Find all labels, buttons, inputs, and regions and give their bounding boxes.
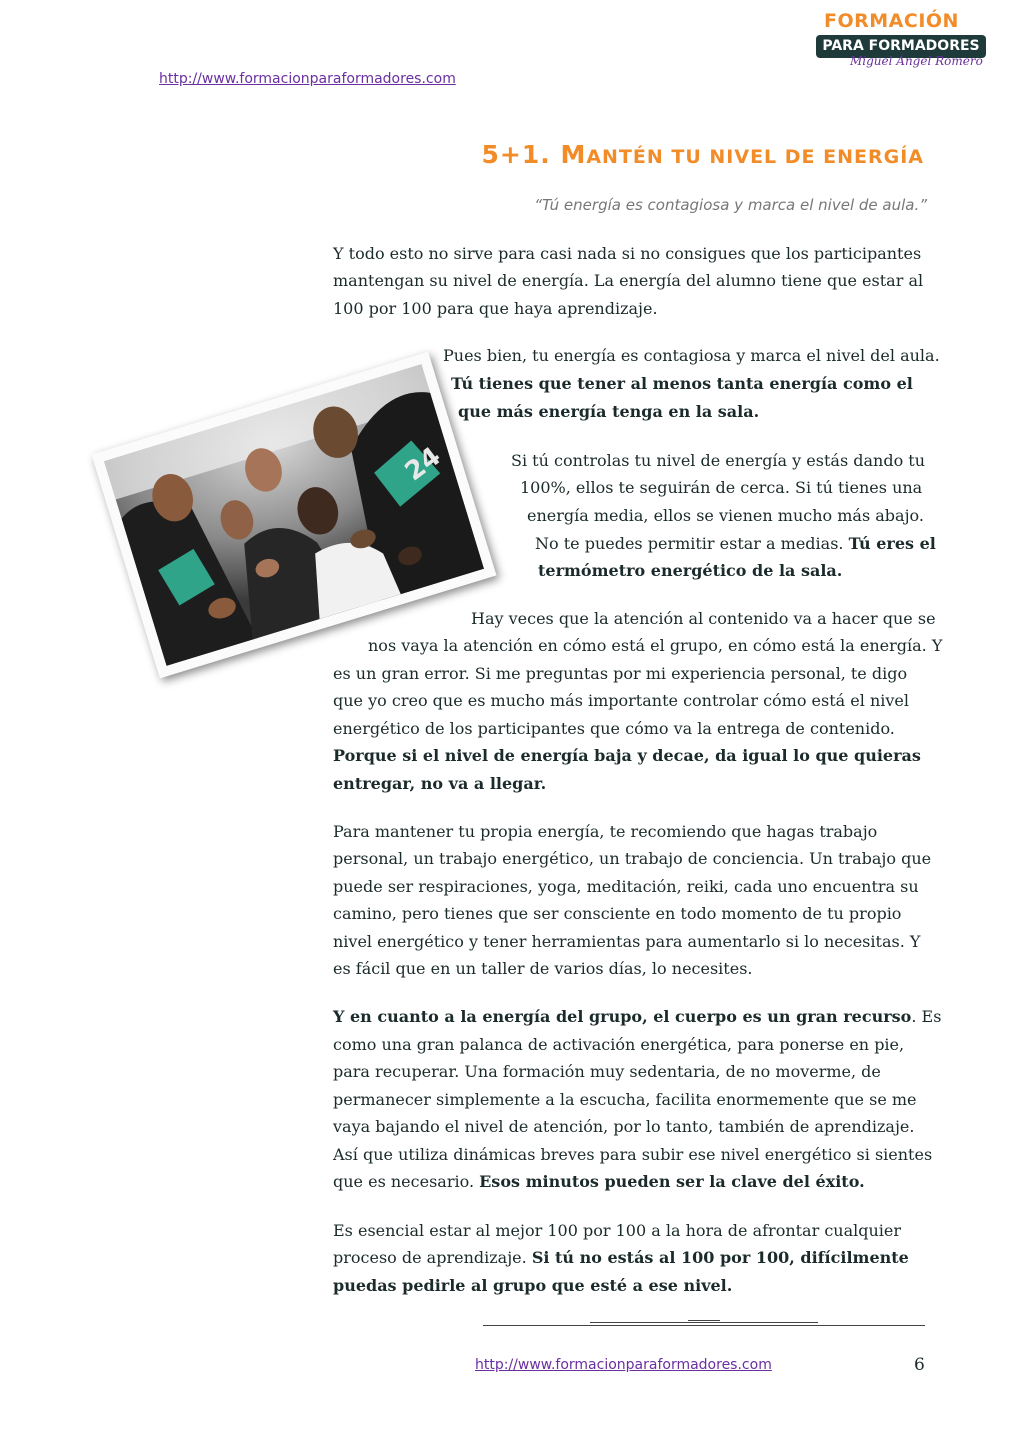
p4-line: energético de los participantes que cómo va la entrega de contenido. [333, 719, 895, 738]
p3-bold: Tú eres el [848, 534, 936, 553]
p6-bold: Esos minutos pueden ser la clave del éxito. [479, 1172, 865, 1191]
epigraph-quote: “Tú energía es contagiosa y marca el nivel de aula.” [534, 196, 927, 214]
page-number: 6 [914, 1355, 925, 1375]
p7-bold: puedas pedirle al grupo que esté a ese nivel. [333, 1276, 733, 1295]
p3-line: 100%, ellos te seguirán de cerca. Si tú tienes una [520, 478, 923, 497]
jersey-number: 24 [399, 441, 447, 488]
header-url-link[interactable]: http://www.formacionparaformadores.com [159, 71, 456, 87]
p5-line: Para mantener tu propia energía, te recomiendo que hagas trabajo [333, 822, 878, 841]
p6-line: Así que utiliza dinámicas breves para subir ese nivel energético si sientes [333, 1145, 933, 1164]
p4-line: Hay veces que la atención al contenido va a hacer que se [471, 609, 936, 628]
p3-line: No te puedes permitir estar a medias. [535, 534, 849, 553]
p3-line: energía media, ellos se vienen mucho más abajo. [527, 506, 924, 525]
p4-line: nos vaya la atención en cómo está el grupo, en cómo está la energía. Y [368, 636, 943, 655]
p2-line: Pues bien, tu energía es contagiosa y marca el nivel del aula. [443, 346, 940, 365]
p5-line: nivel energético y tener herramientas para aumentarlo si lo necesitas. Y [333, 932, 921, 951]
footer-rule-mid [590, 1322, 818, 1323]
p6-line: vaya bajando el nivel de atención, por lo tanto, también de aprendizaje. [333, 1117, 915, 1136]
p1-line: 100 por 100 para que haya aprendizaje. [333, 299, 658, 318]
brand-logo [816, 10, 986, 74]
p4-bold: entregar, no va a llegar. [333, 774, 547, 793]
p2-bold: Tú tienes que tener al menos tanta energía como el [451, 374, 913, 393]
p7-line: proceso de aprendizaje. [333, 1248, 532, 1267]
footer-rule-short [688, 1320, 720, 1321]
p7-line: Es esencial estar al mejor 100 por 100 a la hora de afrontar cualquier [333, 1221, 902, 1240]
p3-bold: termómetro energético de la sala. [538, 561, 843, 580]
footer-url-link[interactable]: http://www.formacionparaformadores.com [475, 1357, 772, 1373]
p3-line: Si tú controlas tu nivel de energía y estás dando tu [511, 451, 926, 470]
p5-line: puede ser respiraciones, yoga, meditación, reiki, cada uno encuentra su [333, 877, 919, 896]
p7-bold: Si tú no estás al 100 por 100, difícilmente [531, 1248, 909, 1267]
title-rest: ANTÉN TU NIVEL DE ENERGÍA [586, 146, 924, 168]
p6-line: para recuperar. Una formación muy sedentaria, de no moverme, de [333, 1062, 881, 1081]
p6-line: . Es [911, 1007, 942, 1026]
p6-bold: Y en cuanto a la energía del grupo, el cuerpo es un gran recurso [333, 1007, 912, 1026]
p4-bold: Porque si el nivel de energía baja y decae, da igual lo que quieras [333, 746, 921, 765]
p6-line: permanecer simplemente a la escucha, facilita enormemente que se me [333, 1090, 917, 1109]
logo-signature: Miguel Ángel Romero [850, 54, 983, 68]
p6-line: como una gran palanca de activación energética, para ponerse en pie, [333, 1035, 905, 1054]
p4-line: que yo creo que es mucho más importante controlar cómo está el nivel [333, 691, 909, 710]
section-title [481, 140, 924, 169]
p1-line: Y todo esto no sirve para casi nada si no consigues que los participantes [333, 244, 922, 263]
p6-line: que es necesario. [333, 1172, 480, 1191]
logo-top-text: FORMACIÓN [824, 10, 959, 32]
p5-line: es fácil que en un taller de varios días, lo necesites. [333, 959, 753, 978]
p1-line: mantengan su nivel de energía. La energía del alumno tiene que estar al [333, 271, 924, 290]
footer-rule [483, 1325, 925, 1326]
title-number: 5+1. [481, 140, 561, 169]
title-first-cap: M [560, 140, 587, 169]
p5-line: personal, un trabajo energético, un trabajo de conciencia. Un trabajo que [333, 849, 932, 868]
p2-bold: que más energía tenga en la sala. [458, 402, 760, 421]
logo-band-text: PARA FORMADORES [816, 35, 986, 58]
p5-line: camino, pero tienes que ser consciente en todo momento de tu propio [333, 904, 902, 923]
p4-line: es un gran error. Si me preguntas por mi experiencia personal, te digo [333, 664, 908, 683]
team-huddle-photo [91, 352, 496, 679]
